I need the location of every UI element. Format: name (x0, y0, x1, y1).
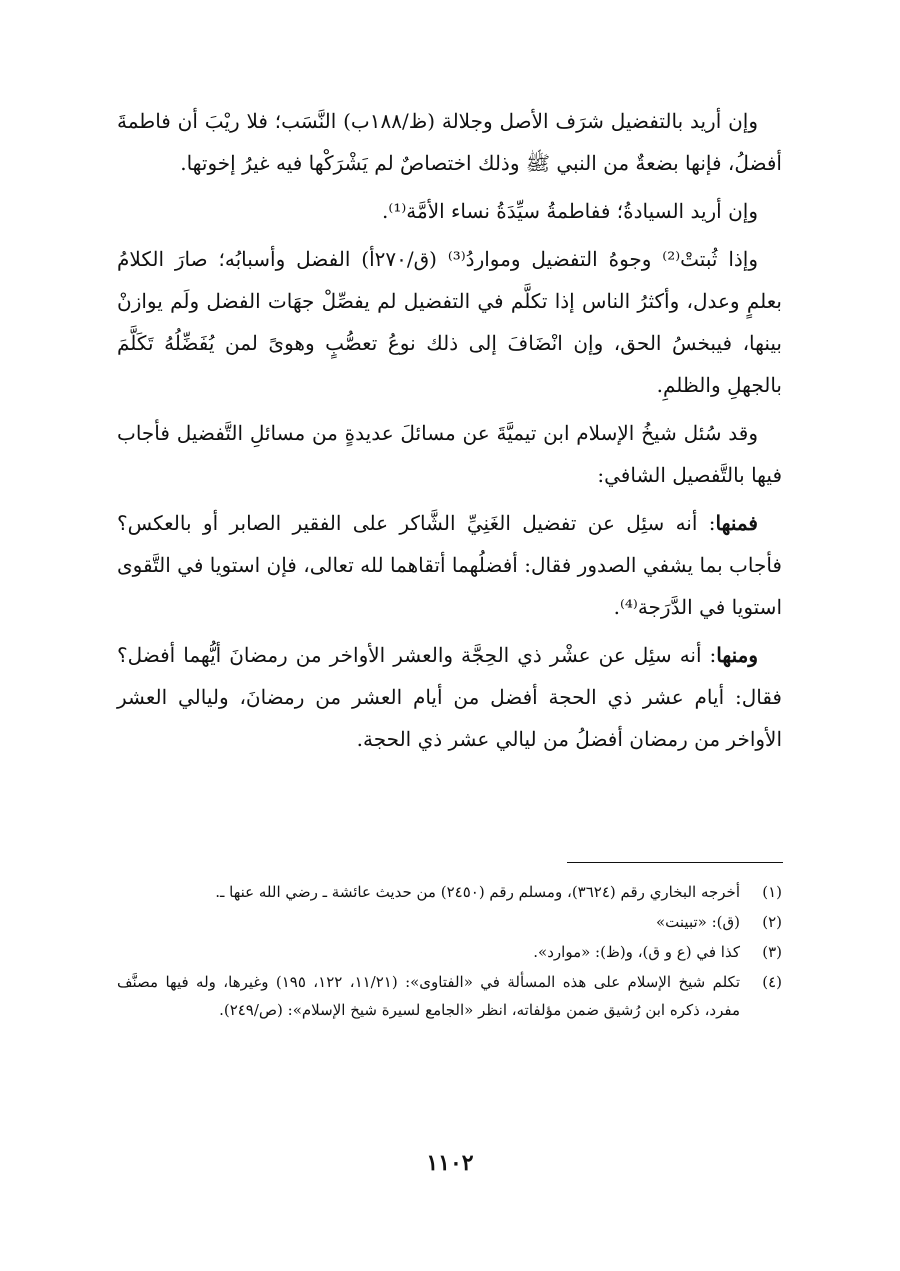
footnote-number: (٤) (762, 973, 782, 991)
footnote-2 (117, 908, 782, 936)
paragraph-text: وقد سُئل شيخُ الإسلام ابن تيميَّةَ عن مسائلَ عديدةٍ من مسائلِ التَّفضيل فأجاب فيها بالتَّفصيل الشافي: (117, 421, 782, 487)
footnote-text: تكلم شيخ الإسلام على هذه المسألة في «الفتاوى»: (١١/٢١، ١٢٢، ١٩٥) وغيرها، وله فيها مصنَّف مفرد، ذكره ابن رُشيق ضمن مؤلفاته، انظر «الجامع لسيرة شيخ الإسلام»: (ص/٢٤٩). (117, 973, 741, 1019)
paragraph-text: وإن أريد بالتفضيل شرَف الأصل وجلالة (ظ/١٨٨ب) النَّسَب؛ فلا ريْبَ أن فاطمةَ أفضلُ، فإنها بضعةٌ من النبي ﷺ وذلك اختصاصٌ لم يَشْرَكْها فيه غيرُ إخوتها. (117, 109, 782, 175)
paragraph-3 (117, 238, 782, 406)
paragraph-4 (117, 412, 782, 496)
paragraph-2 (117, 190, 782, 232)
paragraph-lead: ومنها (716, 643, 758, 667)
paragraph-text: وإن أريد السيادةُ؛ ففاطمةُ سيِّدَةُ نساء الأمَّة⁽¹⁾. (382, 199, 758, 223)
footnote-text: (ق): «تبينت» (655, 913, 740, 931)
footnotes (117, 878, 782, 1026)
paragraph-lead: فمنها (715, 511, 758, 535)
paragraph-text: : أنه سئِل عن عشْر ذي الحِجَّة والعشر الأواخر من رمضانَ أيُّهما أفضل؟ فقال: أيام عشر ذي الحجة أفضل من أيام العشر من رمضانَ، وليالي العشر الأواخر من رمضان أفضلُ من ليالي عشر ذي الحجة. (117, 643, 782, 751)
footnote-text: أخرجه البخاري رقم (٣٦٢٤)، ومسلم رقم (٢٤٥٠) من حديث عائشة ـ رضي الله عنها ـ. (215, 883, 740, 901)
footnote-1 (117, 878, 782, 906)
paragraph-6 (117, 634, 782, 760)
paragraph-text: وإذا ثُبتتْ⁽²⁾ وجوهُ التفضيل ومواردُ⁽³⁾ (ق/٢٧٠أ) الفضل وأسبابُه؛ صارَ الكلامُ بعلمٍ وعدل، وأكثرُ الناس إذا تكلَّم في التفضيل لم يفصِّلْ جهَات الفضل ولَم يوازنْ بينها، فيبخسُ الحق، وإن انْضَافَ إلى ذلك نوعُ تعصُّبٍ وهوىً لمن يُفَضِّلُهُ تَكَلَّمَ بالجهلِ والظلمِ. (117, 247, 782, 397)
footnote-number: (٣) (762, 943, 782, 961)
footnote-text: كذا في (ع و ق)، و(ظ): «موارد». (533, 943, 740, 961)
footnote-3 (117, 938, 782, 966)
paragraph-1 (117, 100, 782, 184)
footnote-number: (٢) (762, 913, 782, 931)
footnote-4 (117, 968, 782, 1024)
footnote-number: (١) (762, 883, 782, 901)
main-text (117, 100, 782, 766)
page-number: ١١٠٢ (426, 1150, 474, 1176)
paragraph-5 (117, 502, 782, 628)
footnote-divider (567, 862, 783, 863)
paragraph-text: : أنه سئِل عن تفضيل الغَنِيِّ الشَّاكر على الفقير الصابر أو بالعكس؟ فأجاب بما يشفي الصدور فقال: أفضلُهما أتقاهما لله تعالى، فإن استويا في التَّقوى استويا في الدَّرَجة⁽⁴⁾. (117, 511, 782, 619)
